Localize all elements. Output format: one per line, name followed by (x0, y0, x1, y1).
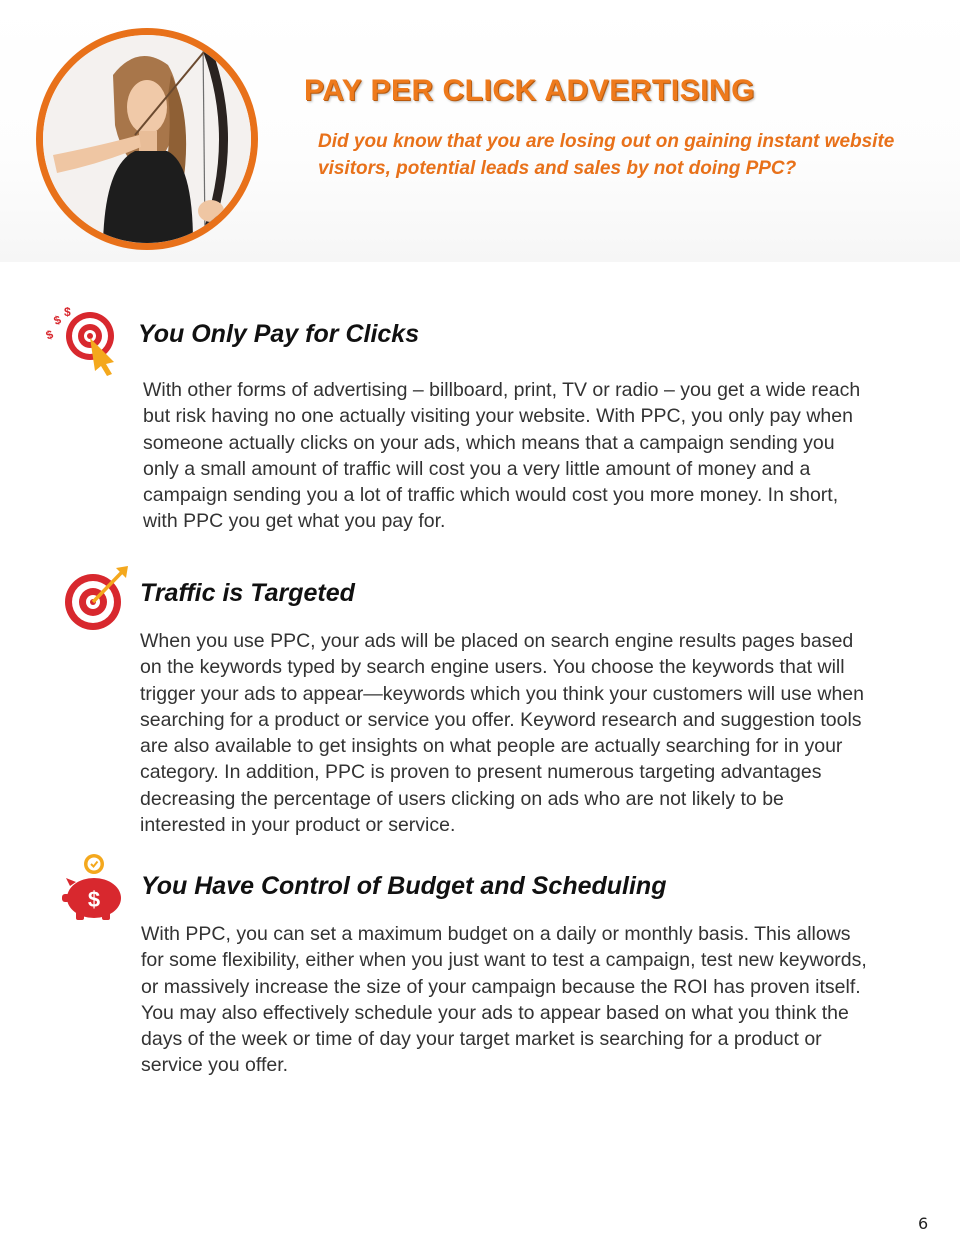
target-arrow-icon (62, 564, 132, 639)
page-title: PAY PER CLICK ADVERTISING (304, 74, 755, 107)
svg-text:$: $ (87, 887, 101, 912)
section-heading: You Have Control of Budget and Scheduling (141, 872, 667, 900)
section-body: When you use PPC, your ads will be placed on search engine results pages based on the keywords typed by search engine users. You choose the keywords that will trigger your ads to appear—keywords which you think your customers will use when searching for a product or service you offer. Keyword research and suggestion tools are also available to get insights on what people are actually searching for in your category. In addition, PPC is proven to present numerous targeting advantages decreasing the percentage of users clicking on ads who are not likely to be interested in your product or service. (140, 630, 864, 837)
piggy-bank-clock-icon (62, 852, 124, 927)
section-body: With other forms of advertising – billboard, print, TV or radio – you get a wide reach but risk having no one actually visiting your website. With PPC, you only pay when someone actually clicks on your ads, which means that a campaign sending you only a small amount of traffic will cost you a very little amount of money and a campaign sending you a lot of traffic which would cost you more money. In short, with PPC you get what you pay for. (143, 379, 861, 533)
target-cursor-dollar-icon (44, 306, 120, 383)
section-heading: Traffic is Targeted (140, 579, 355, 607)
section-heading: You Only Pay for Clicks (138, 320, 420, 348)
svg-text:$: $ (64, 306, 71, 319)
svg-text:$: $ (44, 327, 56, 343)
archer-woman-image (36, 28, 258, 250)
page-subtitle: Did you know that you are losing out on gaining instant website visitors, potential leads and sales by not doing PPC? (318, 131, 895, 179)
page-number: 6 (918, 1214, 929, 1233)
svg-text:$: $ (51, 312, 63, 328)
section-body: With PPC, you can set a maximum budget on a daily or monthly basis. This allows for some flexibility, either when you just want to test a campaign, test new keywords, or massively increase the size of your campaign because the ROI has proven itself. You may also effectively schedule your ads to appear based on what you think the days of the week or time of day your target market is searching for a product or service you offer. (141, 923, 867, 1077)
